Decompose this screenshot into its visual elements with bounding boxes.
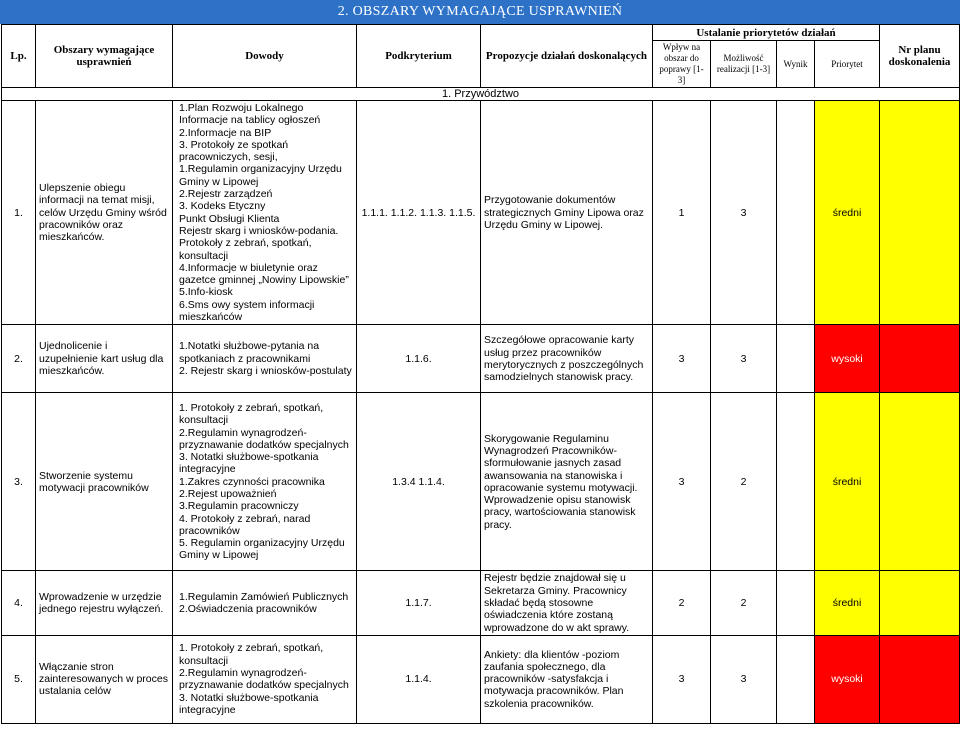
row-lp: 4. bbox=[2, 571, 36, 635]
row-feasibility: 2 bbox=[711, 571, 777, 635]
row-priority-badge: średni bbox=[815, 571, 880, 635]
row-lp: 3. bbox=[2, 393, 36, 571]
row-impact: 3 bbox=[653, 635, 711, 723]
row-impact: 1 bbox=[653, 101, 711, 325]
col-proposals: Propozycje działań doskonalących bbox=[481, 25, 653, 88]
row-impact: 2 bbox=[653, 571, 711, 635]
row-priority-badge: wysoki bbox=[815, 635, 880, 723]
col-plan-no: Nr planu doskonalenia bbox=[880, 25, 960, 88]
row-subcriterion: 1.1.7. bbox=[357, 571, 481, 635]
row-impact: 3 bbox=[653, 325, 711, 393]
col-evidence: Dowody bbox=[173, 25, 357, 88]
row-priority-badge: średni bbox=[815, 101, 880, 325]
row-evidence: 1. Protokoły z zebrań, spotkań, konsultacji 2.Regulamin wynagrodzeń-przyznawanie dodatków specjalnych 3. Notatki służbowe-spotkania integracyjne 1.Zakres czynności pracownika 2.Rejest upoważnień 3.Regulamin pracowniczy 4. Protokoły z zebrań, narad pracowników 5. Regulamin organizacyjny Urzędu Gminy w Lipowej bbox=[173, 393, 357, 571]
col-priorities-group: Ustalanie priorytetów działań bbox=[653, 25, 880, 41]
row-priority-badge: średni bbox=[815, 393, 880, 571]
row-proposal: Skorygowanie Regulaminu Wynagrodzeń Pracowników-sformułowanie jasnych zasad awansowania na stanowiska i opracowanie systemu motywacji. Wprowadzenie opisu stanowisk pracy, wartościowania stanowisk pracy. bbox=[481, 393, 653, 571]
row-area: Wprowadzenie w urzędzie jednego rejestru wyłączeń. bbox=[36, 571, 173, 635]
row-proposal: Szczegółowe opracowanie karty usług przez pracowników merytorycznych z poszczególnych samodzielnych stanowisk pracy. bbox=[481, 325, 653, 393]
row-result bbox=[777, 571, 815, 635]
col-impact: Wpływ na obszar do poprawy [1-3] bbox=[653, 41, 711, 88]
row-proposal: Ankiety: dla klientów -poziom zaufania społecznego, dla pracowników -satysfakcja i motywacja pracowników. Plan szkolenia pracowników. bbox=[481, 635, 653, 723]
row-feasibility: 3 bbox=[711, 635, 777, 723]
row-result bbox=[777, 635, 815, 723]
row-feasibility: 2 bbox=[711, 393, 777, 571]
row-plan-no bbox=[880, 571, 960, 635]
row-evidence: 1.Plan Rozwoju Lokalnego Informacje na tablicy ogłoszeń 2.Informacje na BIP 3. Protokoły ze spotkań pracowniczych, sesji, 1.Regulamin organizacyjny Urzędu Gminy w Lipowej 2.Rejestr zarządzeń 3. Kodeks Etyczny Punkt Obsługi Klienta Rejestr skarg i wniosków-podania. Protokoły z zebrań, spotkań, konsultacji 4.Informacje w biuletynie oraz gazetce gminnej „Nowiny Lipowskie” 5.Info-kiosk 6.Sms owy system informacji mieszkańców bbox=[173, 101, 357, 325]
row-evidence: 1. Protokoły z zebrań, spotkań, konsultacji 2.Regulamin wynagrodzeń-przyznawanie dodatków specjalnych 3. Notatki służbowe-spotkania integracyjne bbox=[173, 635, 357, 723]
row-plan-no bbox=[880, 635, 960, 723]
row-priority-badge: wysoki bbox=[815, 325, 880, 393]
row-plan-no bbox=[880, 325, 960, 393]
row-area: Stworzenie systemu motywacji pracowników bbox=[36, 393, 173, 571]
row-result bbox=[777, 393, 815, 571]
row-lp: 5. bbox=[2, 635, 36, 723]
section-title: 1. Przywództwo bbox=[2, 88, 960, 101]
row-subcriterion: 1.1.6. bbox=[357, 325, 481, 393]
row-evidence: 1.Regulamin Zamówień Publicznych 2.Oświadczenia pracowników bbox=[173, 571, 357, 635]
row-impact: 3 bbox=[653, 393, 711, 571]
row-subcriterion: 1.3.4 1.1.4. bbox=[357, 393, 481, 571]
row-area: Ujednolicenie i uzupełnienie kart usług dla mieszkańców. bbox=[36, 325, 173, 393]
col-lp: Lp. bbox=[2, 25, 36, 88]
row-plan-no bbox=[880, 393, 960, 571]
row-evidence: 1.Notatki służbowe-pytania na spotkaniach z pracownikami 2. Rejestr skarg i wniosków-postulaty bbox=[173, 325, 357, 393]
row-subcriterion: 1.1.4. bbox=[357, 635, 481, 723]
row-lp: 2. bbox=[2, 325, 36, 393]
row-proposal: Przygotowanie dokumentów strategicznych Gminy Lipowa oraz Urzędu Gminy w Lipowej. bbox=[481, 101, 653, 325]
row-subcriterion: 1.1.1. 1.1.2. 1.1.3. 1.1.5. bbox=[357, 101, 481, 325]
col-result: Wynik bbox=[777, 41, 815, 88]
col-subcriterion: Podkryterium bbox=[357, 25, 481, 88]
col-feasibility: Możliwość realizacji [1-3] bbox=[711, 41, 777, 88]
row-area: Włączanie stron zainteresowanych w proces ustalania celów bbox=[36, 635, 173, 723]
row-feasibility: 3 bbox=[711, 325, 777, 393]
page-title: 2. OBSZARY WYMAGAJĄCE USPRAWNIEŃ bbox=[0, 0, 960, 24]
row-area: Ulepszenie obiegu informacji na temat misji, celów Urzędu Gminy wśród pracowników oraz mieszkańców. bbox=[36, 101, 173, 325]
improvement-table bbox=[1, 24, 960, 724]
row-feasibility: 3 bbox=[711, 101, 777, 325]
col-priority: Priorytet bbox=[815, 41, 880, 88]
row-lp: 1. bbox=[2, 101, 36, 325]
row-result bbox=[777, 101, 815, 325]
row-result bbox=[777, 325, 815, 393]
col-area: Obszary wymagające usprawnień bbox=[36, 25, 173, 88]
row-proposal: Rejestr będzie znajdował się u Sekretarza Gminy. Pracownicy składać będą stosowne oświadczenia które zostaną wprowadzone do w akt sprawy. bbox=[481, 571, 653, 635]
row-plan-no bbox=[880, 101, 960, 325]
